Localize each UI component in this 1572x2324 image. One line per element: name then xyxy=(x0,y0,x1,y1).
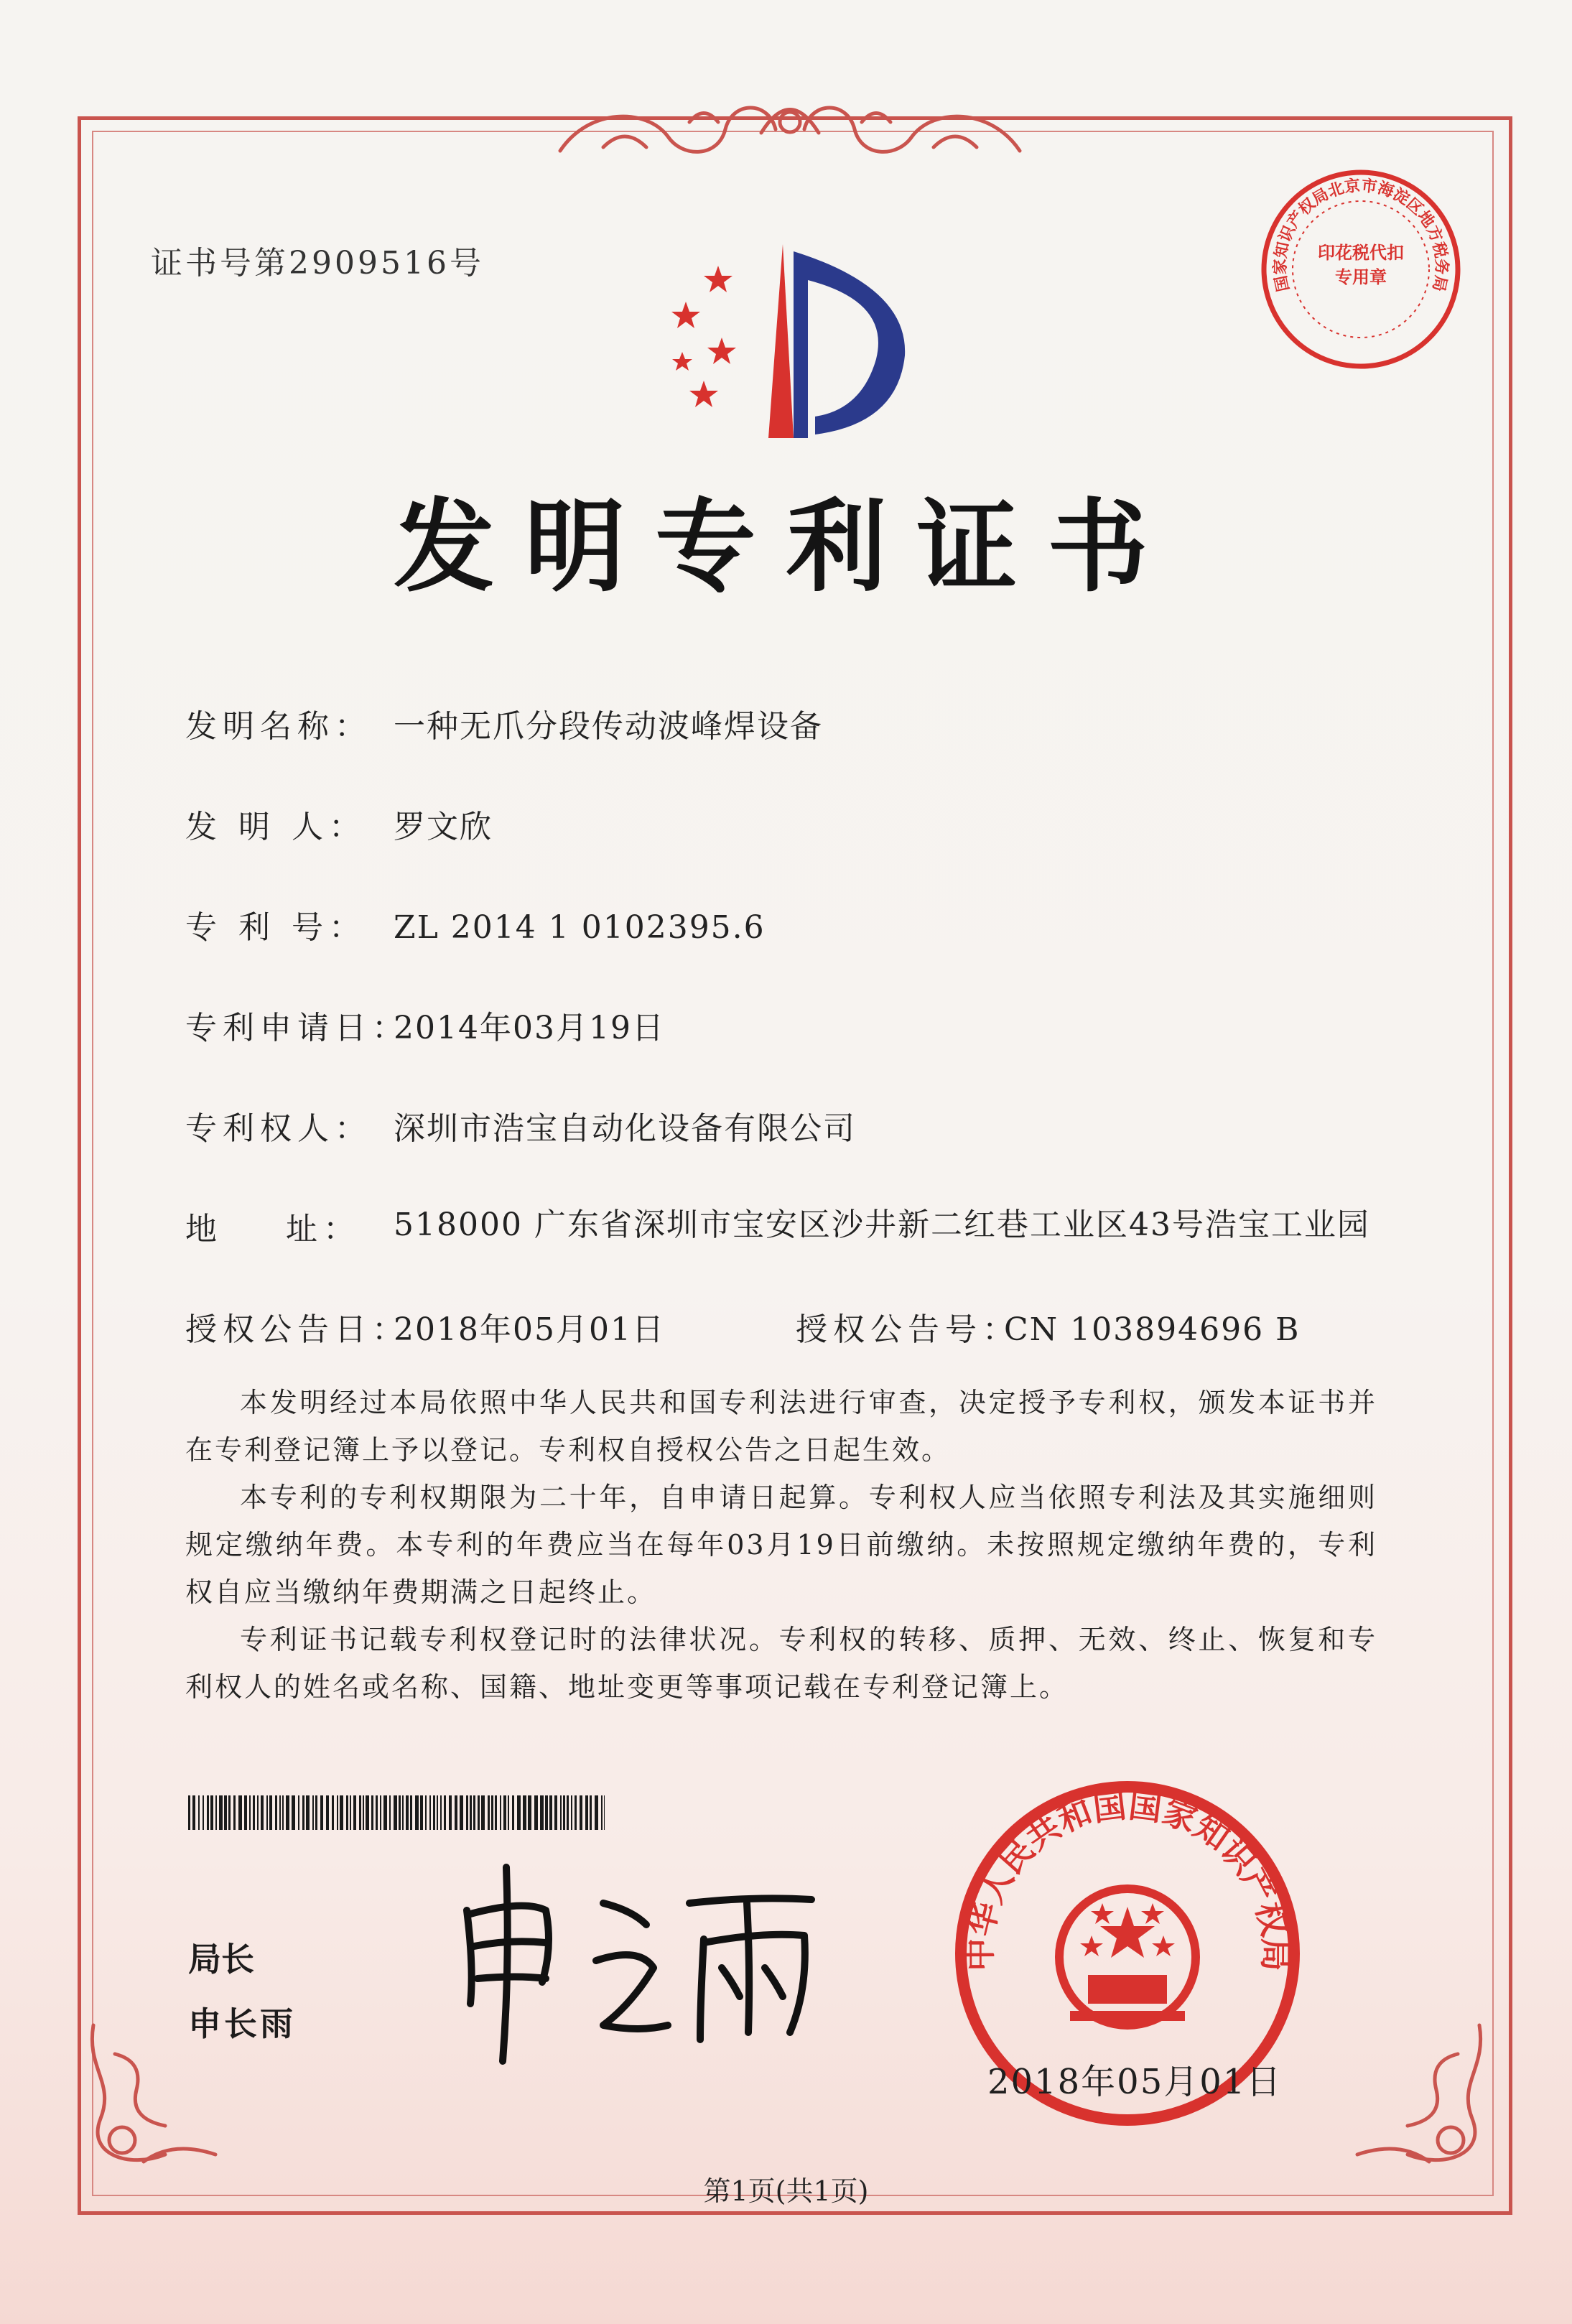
barcode-bar xyxy=(346,1795,348,1830)
patentee-row xyxy=(185,1102,856,1148)
barcode-bar xyxy=(350,1795,351,1830)
page-indicator: 第1页(共1页) xyxy=(703,2175,869,2207)
barcode-bar xyxy=(590,1795,592,1830)
barcode-bar xyxy=(315,1795,317,1830)
address-value: 518000 广东省深圳市宝安区沙井新二红巷工业区43号浩宝工业园 xyxy=(394,1207,1370,1243)
barcode-bar xyxy=(425,1795,427,1830)
barcode-bar xyxy=(320,1795,323,1830)
barcode-bar xyxy=(326,1795,329,1830)
barcode-bar xyxy=(433,1795,435,1830)
barcode-bar xyxy=(429,1795,431,1830)
national-emblem-icon xyxy=(1059,1889,1196,2025)
barcode-bar xyxy=(306,1795,310,1830)
filing-date-value: 2014年03月19日 xyxy=(394,1010,665,1046)
barcode-bar xyxy=(257,1795,259,1830)
seal-date: 2018年05月01日 xyxy=(987,2062,1283,2102)
barcode-bar xyxy=(473,1795,475,1830)
filing-date-label: 专利申请日： xyxy=(185,1010,409,1046)
barcode-bar xyxy=(210,1795,213,1830)
barcode-bar xyxy=(198,1795,200,1830)
page-title: 发明专利证书 xyxy=(394,488,1178,606)
barcode-bar xyxy=(366,1795,369,1830)
barcode-bar xyxy=(460,1795,463,1830)
barcode-bar xyxy=(332,1795,334,1830)
barcode-bar xyxy=(203,1795,204,1830)
director-name: 申长雨 xyxy=(188,2004,296,2043)
barcode-bar xyxy=(540,1795,544,1830)
barcode-bar xyxy=(575,1795,577,1830)
barcode-bar xyxy=(353,1795,356,1830)
barcode-bar xyxy=(363,1795,364,1830)
barcode-bar xyxy=(420,1795,423,1830)
barcode-bar xyxy=(481,1795,485,1830)
barcode-bar xyxy=(238,1795,242,1830)
barcode-bar xyxy=(292,1795,295,1830)
barcode-bar xyxy=(228,1795,231,1830)
barcode-bar xyxy=(394,1795,397,1830)
barcode-bar xyxy=(580,1795,582,1830)
barcode-bar xyxy=(604,1795,605,1830)
barcode-bar xyxy=(380,1795,381,1830)
patentee-value: 深圳市浩宝自动化设备有限公司 xyxy=(394,1110,856,1147)
barcode-bar xyxy=(249,1795,251,1830)
address-row xyxy=(185,1203,1385,1249)
barcode-bar xyxy=(207,1795,209,1830)
grant-number-value: CN 103894696 B xyxy=(1004,1311,1301,1348)
barcode-bar xyxy=(470,1795,472,1830)
barcode-bar xyxy=(376,1795,378,1830)
barcode-bar xyxy=(312,1795,314,1830)
inventor-value: 罗文欣 xyxy=(394,809,493,845)
barcode-bar xyxy=(219,1795,223,1830)
barcode-bar xyxy=(554,1795,557,1830)
barcode-bar xyxy=(383,1795,387,1830)
barcode-bar xyxy=(601,1795,603,1830)
legal-paragraph-3: 专利证书记载专利权登记时的法律状况。专利权的转移、质押、无效、终止、恢复和专利权人的姓名或名称、国籍、地址变更等事项记载在专利登记簿上。 xyxy=(185,1624,1377,1703)
barcode xyxy=(188,1795,605,1830)
inventor-row xyxy=(185,801,493,847)
grant-date-label: 授权公告日： xyxy=(185,1311,409,1348)
barcode-bar xyxy=(253,1795,255,1830)
barcode-bar xyxy=(340,1795,343,1830)
barcode-bar xyxy=(488,1795,490,1830)
barcode-bar xyxy=(337,1795,338,1830)
legal-paragraph-1: 本发明经过本局依照中华人民共和国专利法进行审查，决定授予专利权，颁发本证书并在专利登记簿上予以登记。专利权自授权公告之日起生效。 xyxy=(185,1387,1377,1466)
barcode-bar xyxy=(495,1795,497,1830)
barcode-bar xyxy=(563,1795,565,1830)
barcode-bar xyxy=(523,1795,526,1830)
barcode-bar xyxy=(595,1795,598,1830)
local-tax-seal xyxy=(1253,162,1469,377)
barcode-bar xyxy=(224,1795,227,1830)
barcode-bar xyxy=(491,1795,493,1830)
barcode-bar xyxy=(244,1795,247,1830)
certificate-number: 证书号第2909516号 xyxy=(151,245,484,282)
barcode-bar xyxy=(571,1795,572,1830)
barcode-bar xyxy=(302,1795,304,1830)
address-label: 地 址： xyxy=(185,1211,361,1247)
barcode-bar xyxy=(275,1795,277,1830)
barcode-bar xyxy=(371,1795,373,1830)
handwritten-signature xyxy=(452,1860,826,2068)
barcode-bar xyxy=(534,1795,538,1830)
inventor-label: 发 明 人： xyxy=(185,809,366,845)
barcode-bar xyxy=(585,1795,588,1830)
barcode-bar xyxy=(512,1795,514,1830)
patent-number-row xyxy=(185,901,766,947)
grant-date-value: 2018年05月01日 xyxy=(394,1311,665,1348)
barcode-bar xyxy=(266,1795,268,1830)
barcode-bar xyxy=(298,1795,299,1830)
invention-name-row xyxy=(185,700,823,746)
barcode-bar xyxy=(359,1795,361,1830)
barcode-bar xyxy=(466,1795,468,1830)
barcode-bar xyxy=(282,1795,284,1830)
legal-paragraph-2: 本专利的专利权期限为二十年，自申请日起算。专利权人应当依照专利法及其实施细则规定缴纳年费。本专利的年费应当在每年03月19日前缴纳。未按照规定缴纳年费的，专利权自应当缴纳年费期满之日起终止。 xyxy=(185,1482,1377,1608)
grant-number-label: 授权公告号： xyxy=(796,1311,1020,1348)
barcode-bar xyxy=(233,1795,236,1830)
invention-name-label: 发明名称： xyxy=(185,708,372,745)
barcode-bar xyxy=(261,1795,264,1830)
barcode-bar xyxy=(269,1795,272,1830)
barcode-bar xyxy=(437,1795,438,1830)
local-seal-ring-text: 国家知识产权局北京市海淀区地方税务局 xyxy=(1271,177,1451,294)
corner-ornament-bottom-right xyxy=(1314,1997,1501,2183)
filing-date-row xyxy=(185,1002,665,1048)
barcode-bar xyxy=(508,1795,509,1830)
barcode-bar xyxy=(549,1795,552,1830)
barcode-bar xyxy=(402,1795,404,1830)
barcode-bar xyxy=(389,1795,391,1830)
barcode-bar xyxy=(444,1795,446,1830)
barcode-bar xyxy=(188,1795,190,1830)
barcode-bar xyxy=(279,1795,281,1830)
barcode-bar xyxy=(192,1795,195,1830)
patent-number-label: 专 利 号： xyxy=(185,909,366,946)
top-ornament xyxy=(546,79,1034,172)
barcode-bar xyxy=(560,1795,562,1830)
grant-number-row xyxy=(796,1303,1300,1349)
director-title: 局长 xyxy=(188,1940,254,1979)
patent-number-value: ZL 2014 1 0102395.6 xyxy=(394,909,766,946)
barcode-bar xyxy=(440,1795,442,1830)
barcode-bar xyxy=(500,1795,501,1830)
barcode-bar xyxy=(406,1795,409,1830)
barcode-bar xyxy=(415,1795,419,1830)
invention-name-value: 一种无爪分段传动波峰焊设备 xyxy=(394,708,823,745)
barcode-bar xyxy=(478,1795,480,1830)
barcode-bar xyxy=(410,1795,412,1830)
barcode-bar xyxy=(567,1795,569,1830)
barcode-bar xyxy=(449,1795,452,1830)
barcode-bar xyxy=(503,1795,506,1830)
barcode-bar xyxy=(215,1795,217,1830)
national-seal-ring-text: 中华人民共和国国家知识产权局 xyxy=(959,1785,1296,1971)
barcode-bar xyxy=(455,1795,457,1830)
barcode-bar xyxy=(286,1795,289,1830)
patent-office-emblem-icon xyxy=(661,237,926,452)
grant-date-row xyxy=(185,1303,665,1349)
local-seal-center-text: 印花税代扣专用章 xyxy=(1318,243,1404,287)
barcode-bar xyxy=(545,1795,548,1830)
patentee-label: 专利权人： xyxy=(185,1110,372,1147)
barcode-bar xyxy=(517,1795,521,1830)
barcode-bar xyxy=(528,1795,531,1830)
barcode-bar xyxy=(399,1795,401,1830)
